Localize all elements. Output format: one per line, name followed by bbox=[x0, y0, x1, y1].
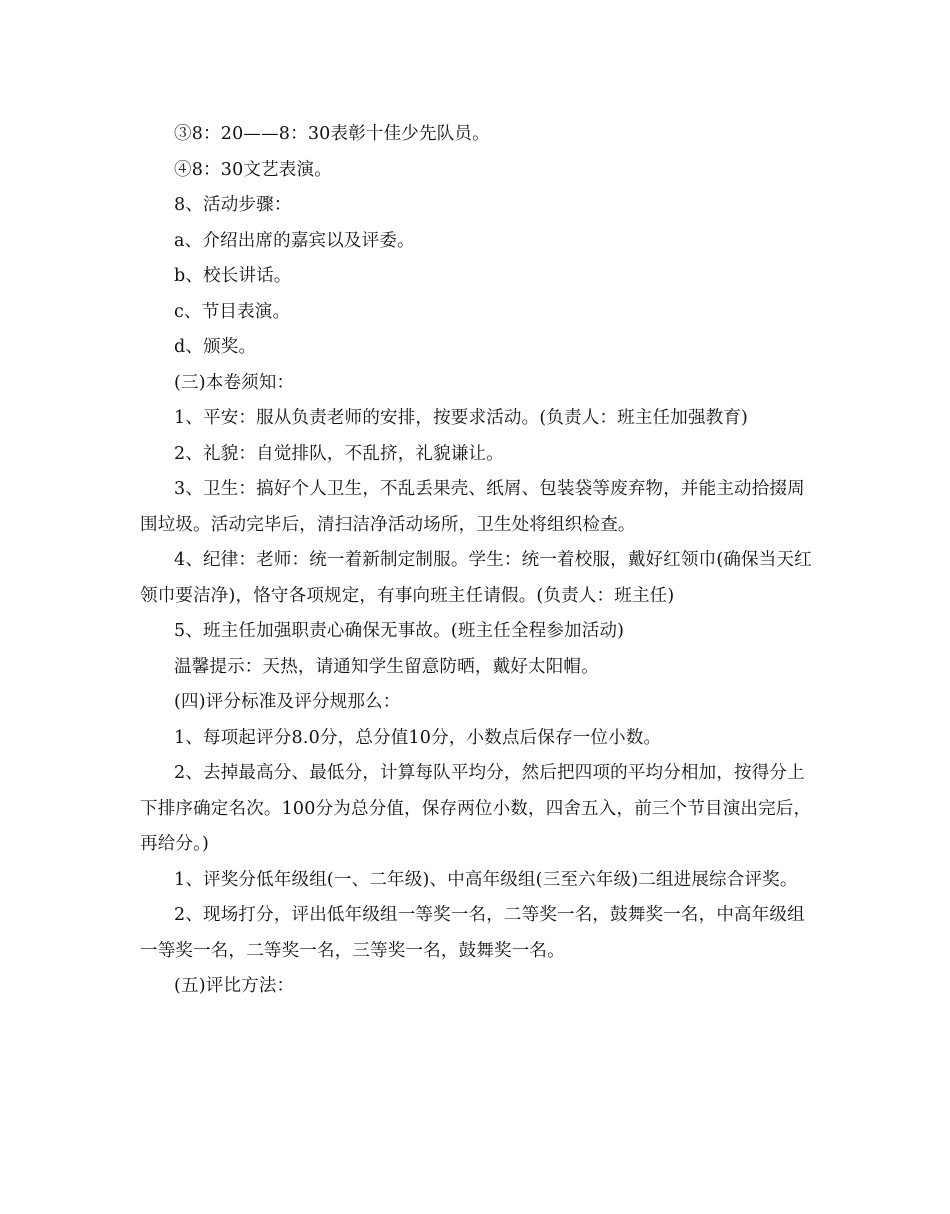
paragraph-awards-2: 2、现场打分，评出低年级组一等奖一名，二等奖一名，鼓舞奖一名，中高年级组一等奖一名，二等奖一名，三等奖一名，鼓舞奖一名。 bbox=[140, 905, 805, 961]
paragraph-award-time: ③8：20——8：30表彰十佳少先队员。 bbox=[174, 124, 490, 144]
section-heading-method: (五)评比方法： bbox=[174, 976, 295, 996]
paragraph-discipline: 4、纪律：老师：统一着新制定制服。学生：统一着校服，戴好红领巾(确保当天红领巾要洁净)，恪守各项规定，有事向班主任请假。(负责人：班主任) bbox=[140, 550, 812, 606]
paragraph-safety: 1、平安：服从负责老师的安排，按要求活动。(负责人：班主任加强教育) bbox=[174, 408, 749, 428]
document-body bbox=[140, 117, 812, 1005]
paragraph-performance-time: ④8：30文艺表演。 bbox=[174, 159, 332, 180]
paragraph-hygiene: 3、卫生：搞好个人卫生，不乱丢果壳、纸屑、包装袋等废弃物，并能主动拾掇周围垃圾。活动完毕后，清扫洁净活动场所，卫生处将组织检查。 bbox=[140, 479, 805, 535]
paragraph-awards-1: 1、评奖分低年级组(一、二年级)、中高年级组(三至六年级)二组进展综合评奖。 bbox=[174, 869, 798, 890]
paragraph-scoring-2: 2、去掉最高分、最低分，计算每队平均分，然后把四项的平均分相加，按得分上下排序确定名次。100分为总分值，保存两位小数，四舍五入，前三个节目演出完后，再给分。) bbox=[140, 763, 812, 854]
paragraph-step-b: b、校长讲话。 bbox=[174, 266, 292, 286]
paragraph-teacher-duty: 5、班主任加强职责心确保无事故。(班主任全程参加活动) bbox=[174, 621, 625, 641]
paragraph-step-d: d、颁奖。 bbox=[174, 337, 257, 357]
section-heading-scoring: (四)评分标准及评分规那么： bbox=[174, 692, 401, 712]
paragraph-activity-steps-heading: 8、活动步骤： bbox=[174, 195, 292, 215]
paragraph-step-c: c、节目表演。 bbox=[174, 301, 291, 322]
paragraph-step-a: a、介绍出席的嘉宾以及评委。 bbox=[174, 230, 415, 251]
paragraph-scoring-1: 1、每项起评分8.0分，总分值10分，小数点后保存一位小数。 bbox=[174, 727, 662, 748]
paragraph-manners: 2、礼貌：自觉排队，不乱挤，礼貌谦让。 bbox=[174, 443, 504, 464]
section-heading-notes: (三)本卷须知： bbox=[174, 372, 295, 393]
paragraph-warm-tip: 温馨提示：天热，请通知学生留意防晒，戴好太阳帽。 bbox=[174, 656, 599, 677]
